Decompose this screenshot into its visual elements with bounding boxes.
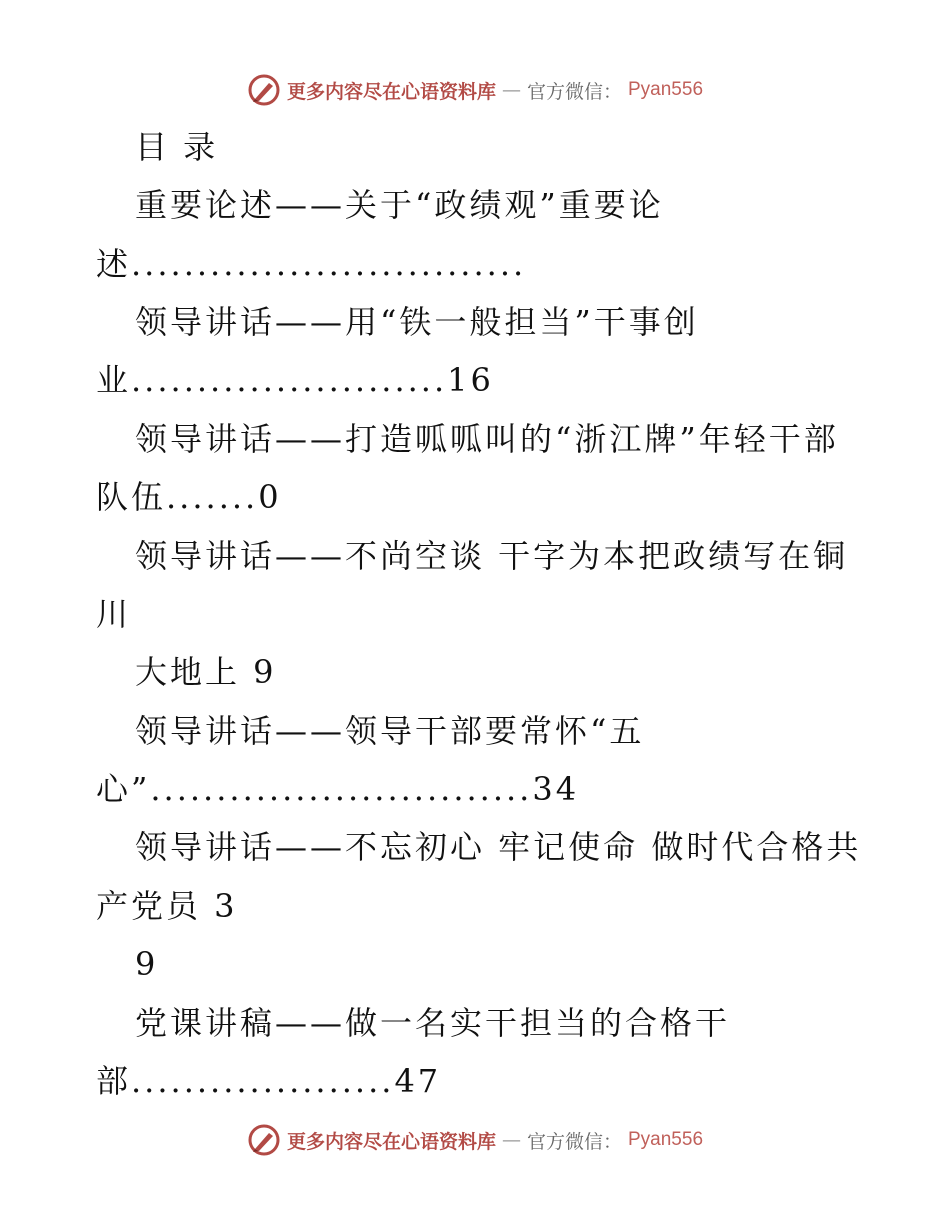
red-pen-logo-icon xyxy=(247,73,281,107)
watermark-official-label: 官方微信： xyxy=(526,1130,622,1153)
toc-entry-line: 领导讲话——打造呱呱叫的“浙江牌”年轻干部 xyxy=(135,420,839,458)
toc-entry-line: 队伍.......0 xyxy=(96,478,282,516)
toc-entry-line: 领导讲话——用“铁一般担当”干事创 xyxy=(135,303,699,341)
watermark-dash: — xyxy=(501,1129,521,1151)
watermark-wechat-id: Pyan556 xyxy=(628,1129,704,1150)
watermark-brand: 更多内容尽在心语资料库 xyxy=(286,1130,496,1153)
toc-entry-line: 领导讲话——不尚空谈 干字为本把政绩写在铜 xyxy=(135,537,849,575)
watermark-dash: — xyxy=(501,79,521,101)
toc-title: 目 录 xyxy=(135,128,219,166)
watermark-wechat-id: Pyan556 xyxy=(628,79,704,100)
toc-entry-line: 产党员 3 xyxy=(96,887,238,925)
toc-entry-line: 领导讲话——不忘初心 牢记使命 做时代合格共 xyxy=(135,828,862,866)
toc-entry-line: 大地上 9 xyxy=(135,653,277,691)
watermark-brand: 更多内容尽在心语资料库 xyxy=(286,80,496,103)
toc-entry-line: 川 xyxy=(96,595,132,633)
toc-entry-line: 述.............................. xyxy=(96,245,527,283)
watermark-footer xyxy=(0,1120,950,1160)
toc-entry-line: 9 xyxy=(135,945,159,983)
red-pen-logo-icon xyxy=(247,1123,281,1157)
toc-entry-line: 重要论述——关于“政绩观”重要论 xyxy=(135,186,664,224)
watermark-header xyxy=(0,70,950,110)
toc-entry-line: 党课讲稿——做一名实干担当的合格干 xyxy=(135,1004,731,1042)
toc-entry-line: 心”.............................34 xyxy=(96,770,580,808)
toc-entry-line: 部....................47 xyxy=(96,1062,442,1100)
toc-entry-line: 领导讲话——领导干部要常怀“五 xyxy=(135,712,645,750)
watermark-official-label: 官方微信： xyxy=(526,80,622,103)
toc-entry-line: 业........................16 xyxy=(96,361,494,399)
